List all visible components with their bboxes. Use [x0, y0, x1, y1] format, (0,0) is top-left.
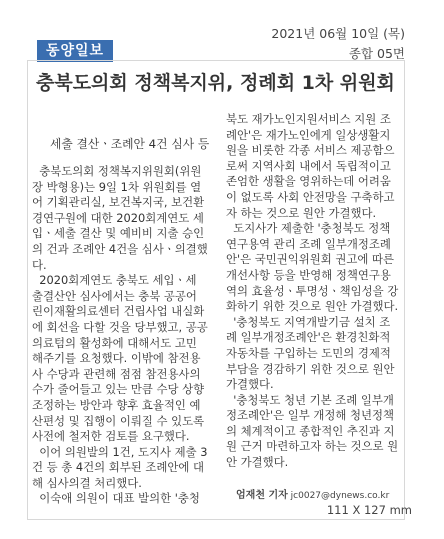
article-line: 의 체계적이고 종합적인 추진과 지 [226, 423, 395, 438]
article-column-right [226, 112, 404, 471]
article-line: 개선사항 등을 반영해 정책연구용 [226, 267, 391, 282]
article-line: 조정하는 방안과 향후 효율적인 예 [32, 397, 201, 412]
article-line: 해 심사의결 처리했다. [32, 475, 142, 490]
article-line: 자 하는 것으로 원안 가결했다. [226, 205, 377, 220]
article-line: 이 없도록 사회 안전망을 구축하고 [226, 189, 395, 204]
article-line: 의 건과 조례안 4건을 심사ㆍ의결했 [32, 241, 208, 256]
article-line: 례안'은 재가노인에게 일상생활지 [226, 127, 391, 142]
article-line: 사전에 철저한 검토를 요구했다. [32, 429, 190, 444]
subheadline: 세출 결산ㆍ조례안 4건 심사 등 [50, 137, 210, 151]
article-line: 이숙애 의원이 대표 발의한 '충청 [32, 491, 200, 506]
article-line: 자동차를 구입하는 도민의 경제적 [226, 345, 391, 360]
article-line: 입ㆍ세출 결산 및 예비비 지출 승인 [32, 226, 205, 241]
article-line: 장 박형용)는 9일 1차 위원회를 열 [32, 179, 202, 194]
article-line: 출결산안 심사에서는 충북 공공어 [32, 288, 197, 303]
article-line: 역의 효율성ㆍ투명성ㆍ책임성을 강 [226, 283, 399, 298]
byline-email: jc0027@dynews.co.kr [290, 491, 390, 501]
article-line: '충청북도 청년 기본 조례 일부개 [226, 392, 394, 407]
article-line: 다. [32, 257, 47, 272]
article-line: 북도 재가노인지원서비스 지원 조 [226, 112, 391, 126]
article-line: 수가 줄어들고 있는 만큼 수당 상향 [32, 382, 205, 397]
article-line: 례 일부개정조례안'은 환경친화적 [226, 330, 391, 345]
article-line: 어 기획관리실, 보건복지국, 보건환 [32, 195, 205, 210]
article-line: 연구용역 관리 조례 일부개정조례 [226, 236, 391, 251]
article-line: 정조례안'은 일부 개정해 청년정책 [226, 408, 395, 423]
article-line: 경연구원에 대한 2020회계연도 세 [32, 210, 204, 225]
article-line: 충북도의회 정책복지위원회(위원 [32, 164, 202, 178]
article-line: 사 수당과 관련해 점점 참전용사의 [32, 366, 201, 381]
article-line: 건 등 총 4건의 회부된 조례안에 대 [32, 460, 205, 475]
issue-date: 2021년 06월 10일 (목) [271, 26, 405, 41]
page-section: 종합 05면 [348, 46, 405, 61]
article-line: 존엄한 생활을 영위하는데 어려움 [226, 174, 391, 189]
article-line: '충청북도 지역개발기금 설치 조 [226, 314, 391, 329]
article-line: 도지사가 제출한 '충청북도 정책 [226, 221, 391, 236]
article-line: 해주기를 요청했다. 이밖에 참전용 [32, 351, 201, 366]
article-line: 의료텀의 활성화에 대해서도 고민 [32, 335, 197, 350]
article-line: 안 가결했다. [226, 455, 289, 470]
article-line: 로써 지역사회 내에서 독립적이고 [226, 158, 391, 173]
article-line: 안'은 국민권익위원회 권고에 따른 [226, 252, 395, 267]
article-line: 에 회선을 다할 것을 당부했고, 공공 [32, 319, 208, 334]
byline-reporter: 엄재천 기자 [236, 490, 288, 501]
article-line: 부담을 경감하기 위한 것으로 원안 [226, 361, 395, 376]
headline: 충북도의회 정책복지위, 정례회 1차 위원회 [36, 72, 395, 94]
article-line: 이어 의원발의 1건, 도지사 제출 3 [32, 444, 208, 459]
article-line: 가결했다. [226, 377, 274, 392]
article-line: 린이재활의료센터 건립사업 내실화 [32, 304, 205, 319]
article-line: 2020회계연도 충북도 세입ㆍ세 [32, 273, 197, 288]
article-line: 화하기 위한 것으로 원안 가결했다. [226, 299, 399, 314]
article-line: 원 근거 마련하고자 하는 것으로 원 [226, 439, 399, 454]
article-line: 산편성 및 집행이 이뤄질 수 있도록 [32, 413, 205, 428]
byline [236, 486, 418, 501]
newspaper-logo: 동양일보 [37, 40, 113, 62]
clipping-size: 111 X 127 mm [326, 503, 412, 517]
article-line: 원을 비롯한 각종 서비스 제공함으 [226, 143, 395, 158]
article-column-left [32, 164, 210, 507]
